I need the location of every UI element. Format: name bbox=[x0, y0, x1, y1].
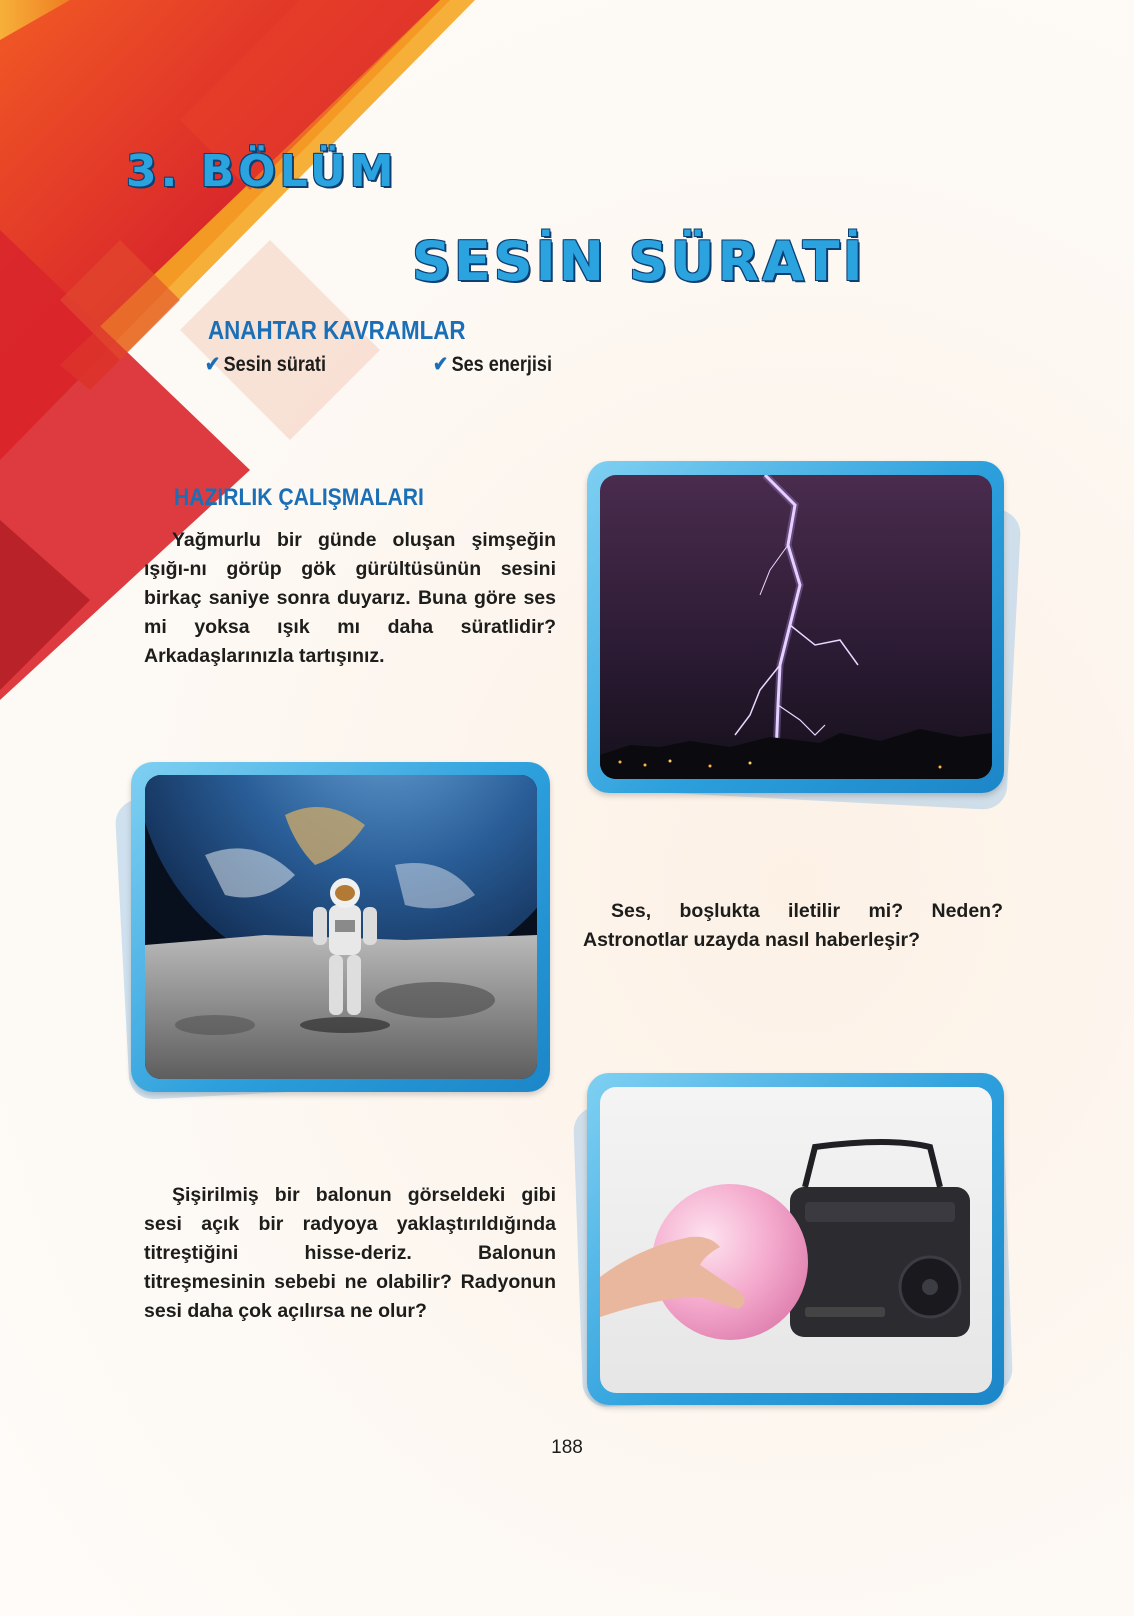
paragraph-balloon: Şişirilmiş bir balonun görseldeki gibi sesi açık bir radyoya yaklaştırıldığında titreştiğini hisse-deriz. Balonun titreşmesinin sebebi ne olabilir? Radyonun sesi daha çok açılırsa ne olur? bbox=[144, 1184, 556, 1322]
keyword-label: Ses enerjisi bbox=[451, 353, 552, 376]
chapter-label: 3. BÖLÜM bbox=[126, 146, 398, 197]
section-heading: HAZIRLIK ÇALIŞMALARI bbox=[174, 484, 424, 511]
astronaut-photo bbox=[145, 775, 537, 1079]
page-title: SESİN SÜRATİ bbox=[412, 230, 866, 293]
check-icon: ✔ bbox=[433, 353, 449, 376]
balloon-radio-photo bbox=[600, 1087, 992, 1393]
keyword-label: Sesin sürati bbox=[223, 353, 326, 376]
lightning-photo bbox=[600, 475, 992, 779]
keyword-item bbox=[205, 352, 326, 377]
page-number: 188 bbox=[551, 1437, 583, 1458]
paragraph-astronaut: Ses, boşlukta iletilir mi? Neden? Astronotlar uzayda nasıl haberleşir? bbox=[583, 900, 1003, 951]
paragraph-lightning: Yağmurlu bir günde oluşan şimşeğin ışığı-nı görüp gök gürültüsünün sesini birkaç saniye sonra duyarız. Buna göre ses mi yoksa ışık mı daha süratlidir? Arkadaşlarınızla tartışınız. bbox=[144, 529, 556, 667]
check-icon: ✔ bbox=[205, 353, 221, 376]
keyword-item bbox=[433, 352, 552, 377]
keywords-heading: ANAHTAR KAVRAMLAR bbox=[208, 315, 466, 345]
